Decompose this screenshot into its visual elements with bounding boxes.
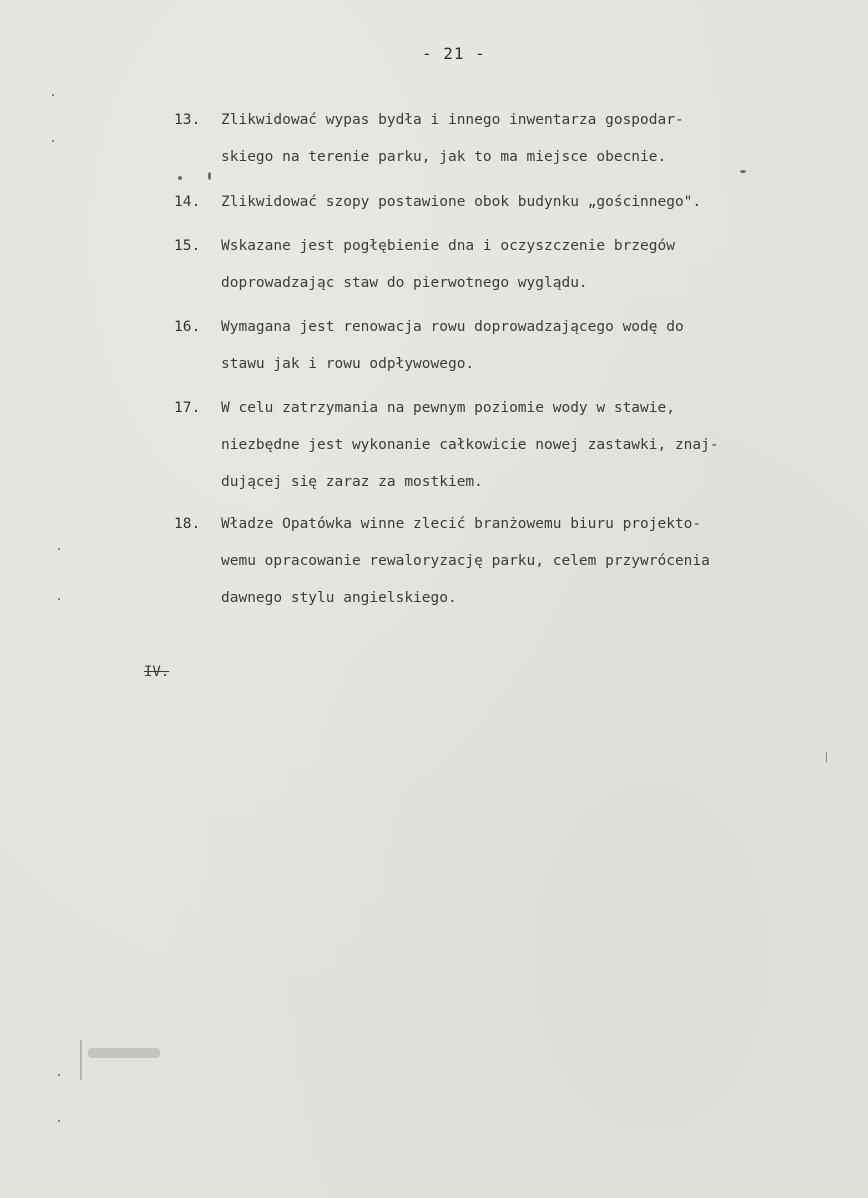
page-number: - 21 - <box>422 44 486 63</box>
item-text-line: dawnego stylu angielskiego. <box>221 590 457 606</box>
item-text-line: wemu opracowanie rewaloryzację parku, celem przywrócenia <box>221 553 710 569</box>
item-text-line: Zlikwidować wypas bydła i innego inwentarza gospodar- <box>221 112 684 128</box>
item-number: 15. <box>174 238 201 254</box>
item-text-line: Wymagana jest renowacja rowu doprowadzającego wodę do <box>221 319 684 335</box>
item-text-line: W celu zatrzymania na pewnym poziomie wody w stawie, <box>221 400 675 416</box>
item-number: 18. <box>174 516 201 532</box>
section-mark-struck: IV. <box>144 664 170 680</box>
scan-smudge <box>88 1048 160 1058</box>
ink-speck <box>740 170 746 173</box>
item-number: 13. <box>174 112 201 128</box>
item-text-line: stawu jak i rowu odpływowego. <box>221 356 475 372</box>
item-text-line: Władze Opatówka winne zlecić branżowemu biuru projekto- <box>221 516 702 532</box>
margin-dot <box>58 548 60 550</box>
ink-speck <box>178 176 182 180</box>
margin-dot <box>52 140 54 142</box>
item-text-line: skiego na terenie parku, jak to ma miejsce obecnie. <box>221 149 667 165</box>
margin-dot <box>58 1074 60 1076</box>
item-text-line: doprowadzając staw do pierwotnego wyglądu. <box>221 275 588 291</box>
margin-dot <box>58 1120 60 1122</box>
margin-dot <box>826 752 827 762</box>
item-text-line: niezbędne jest wykonanie całkowicie nowej zastawki, znaj- <box>221 437 719 453</box>
item-text-line: dującej się zaraz za mostkiem. <box>221 474 483 490</box>
item-text-line: Wskazane jest pogłębienie dna i oczyszczenie brzegów <box>221 238 675 254</box>
scan-mark <box>80 1040 82 1080</box>
margin-dot <box>58 598 60 600</box>
item-number: 17. <box>174 400 201 416</box>
item-text-line: Zlikwidować szopy postawione obok budynku „gościnnego". <box>221 194 702 210</box>
ink-speck <box>208 172 211 180</box>
item-number: 16. <box>174 319 201 335</box>
item-number: 14. <box>174 194 201 210</box>
margin-dot <box>52 94 54 96</box>
